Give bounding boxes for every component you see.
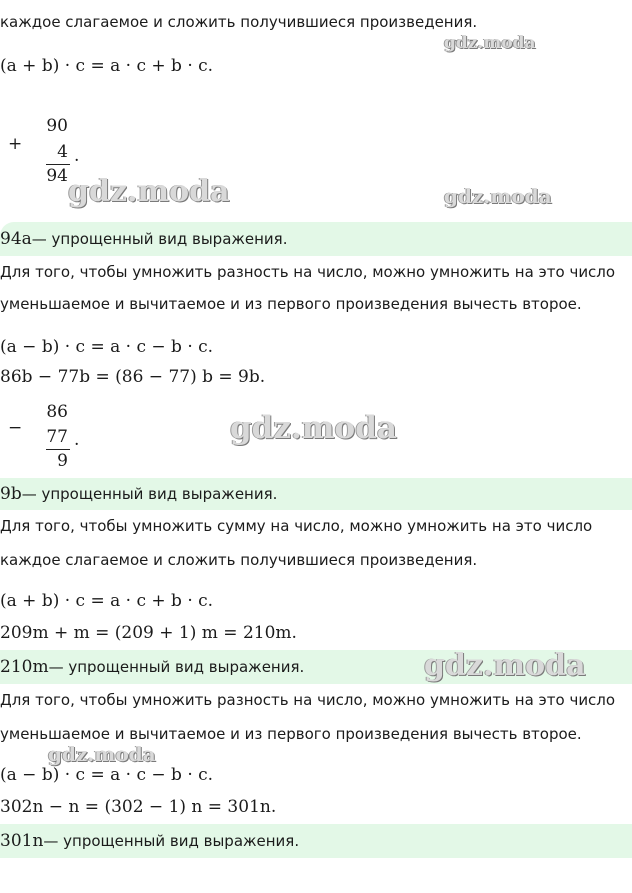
answer-text: — упрощенный вид выражения.: [21, 485, 278, 503]
answer-expression: 9b: [0, 484, 22, 504]
formula: (a − b) · c = a · c − b · c.: [0, 765, 214, 785]
answer-line: [0, 478, 277, 510]
column-dot: .: [74, 146, 80, 166]
equation: 209m + m = (209 + 1) m = 210m.: [0, 623, 297, 643]
column-result: 9: [57, 451, 68, 471]
formula: (a + b) · c = a · c + b · c.: [0, 56, 214, 76]
column-operand: 90: [46, 116, 68, 136]
equation: 86b − 77b = (86 − 77) b = 9b.: [0, 367, 266, 387]
paragraph-text: Для того, чтобы умножить разность на число, можно умножить на это число: [0, 263, 616, 281]
watermark-logo: gdz.moda: [444, 33, 536, 53]
answer-expression: 210m: [0, 657, 49, 677]
formula: (a + b) · c = a · c + b · c.: [0, 591, 214, 611]
column-result: 94: [46, 166, 68, 186]
answer-line: [0, 650, 304, 684]
column-divider: [46, 449, 70, 450]
plus-sign: +: [8, 134, 23, 154]
formula: (a − b) · c = a · c − b · c.: [0, 337, 214, 357]
column-subtraction: [8, 402, 88, 474]
equation: 302n − n = (302 − 1) n = 301n.: [0, 797, 277, 817]
answer-text: — упрощенный вид выражения.: [31, 230, 288, 248]
watermark-logo: gdz.moda: [48, 742, 156, 766]
answer-text: — упрощенный вид выражения.: [43, 832, 300, 850]
answer-expression: 301n: [0, 831, 44, 851]
answer-line: [0, 824, 299, 858]
watermark-logo: gdz.moda: [230, 410, 397, 446]
watermark-logo: gdz.moda: [444, 184, 552, 208]
column-operand: 77: [46, 427, 68, 447]
answer-line: [0, 222, 287, 256]
paragraph-text: Для того, чтобы умножить разность на число, можно умножить на это число: [0, 691, 616, 709]
paragraph-text: Для того, чтобы умножить сумму на число, можно умножить на это число: [0, 517, 593, 535]
answer-band: [0, 824, 632, 858]
column-dot: .: [74, 430, 80, 450]
paragraph-text: уменьшаемое и вычитаемое и из первого произведения вычесть второе.: [0, 725, 582, 743]
answer-text: — упрощенный вид выражения.: [48, 658, 305, 676]
paragraph-text: каждое слагаемое и сложить получившиеся произведения.: [0, 13, 478, 31]
answer-band: [0, 222, 632, 256]
watermark-logo: gdz.moda: [424, 648, 586, 683]
column-operand: 4: [57, 142, 68, 162]
watermark-logo: gdz.moda: [68, 174, 230, 209]
answer-expression: 94a: [0, 229, 32, 249]
minus-sign: −: [8, 418, 23, 438]
answer-band: [0, 478, 632, 510]
column-divider: [46, 164, 70, 165]
column-operand: 86: [46, 402, 68, 422]
paragraph-text: каждое слагаемое и сложить получившиеся произведения.: [0, 551, 478, 569]
paragraph-text: уменьшаемое и вычитаемое и из первого произведения вычесть второе.: [0, 295, 582, 313]
